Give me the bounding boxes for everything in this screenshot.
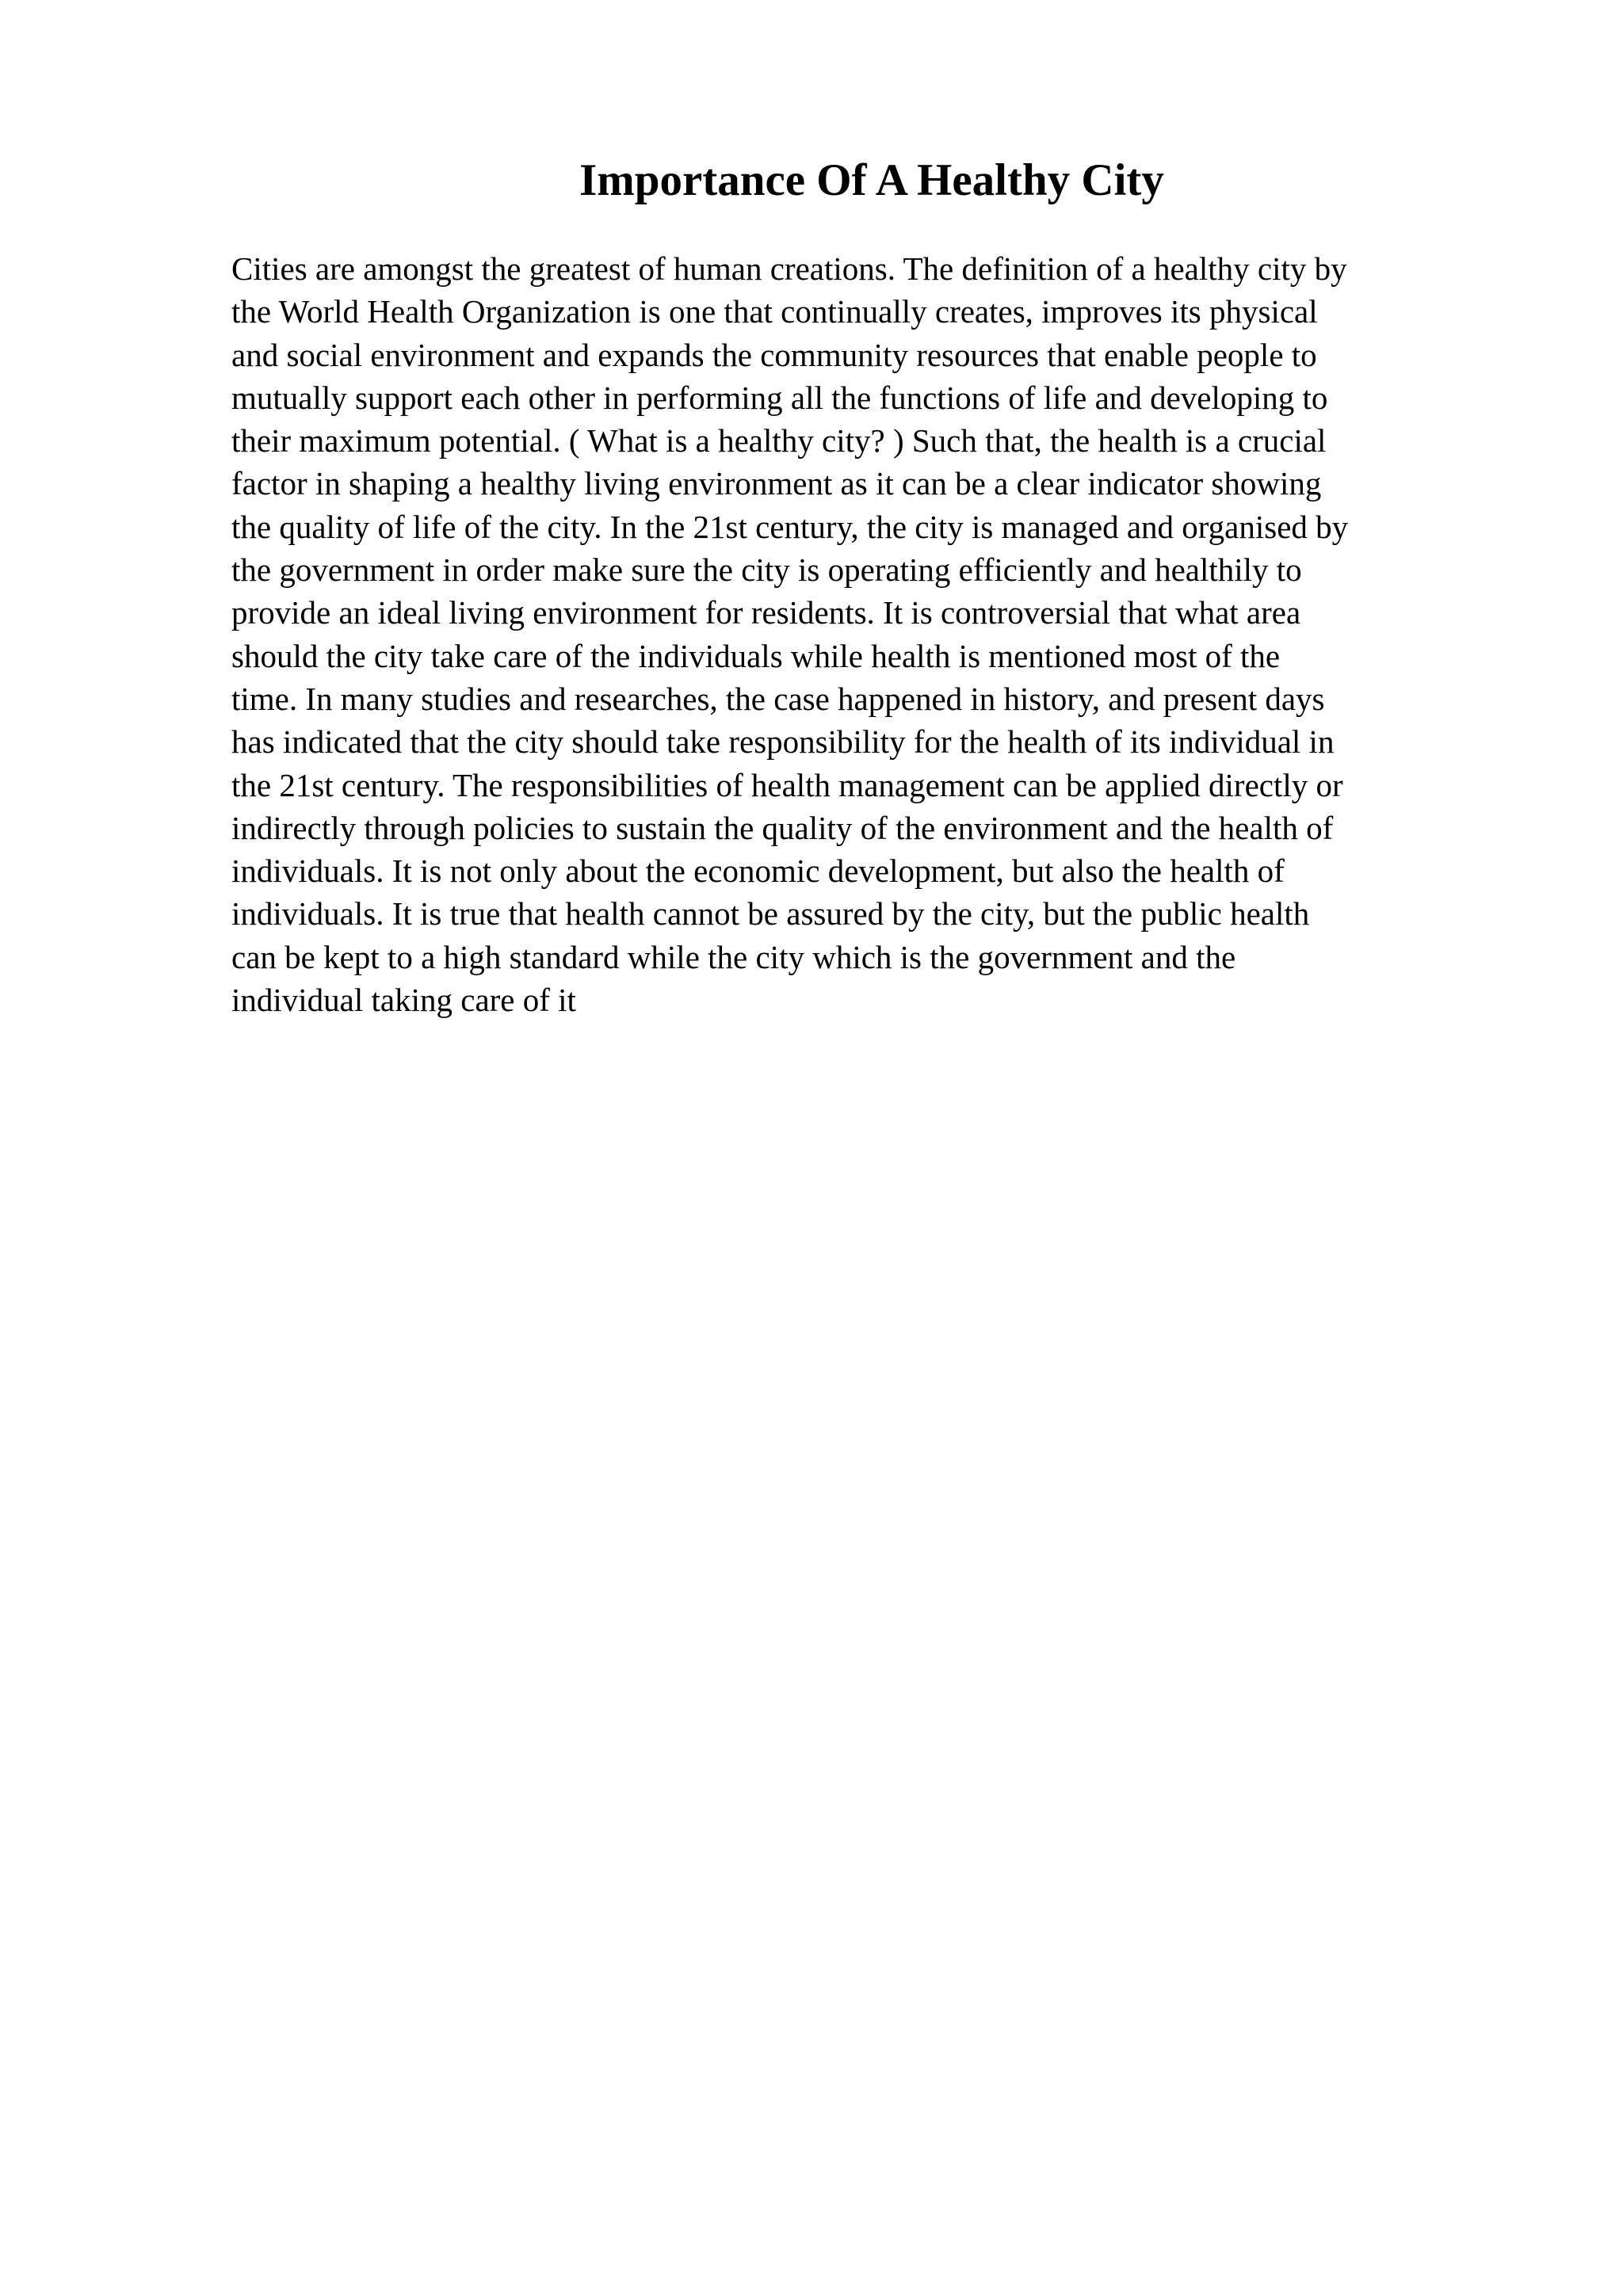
- body-line: the government in order make sure the city is operating efficiently and healthily to: [231, 551, 1302, 589]
- body-line: factor in shaping a healthy living environment as it can be a clear indicator showing: [231, 465, 1322, 502]
- body-line: the 21st century. The responsibilities of health management can be applied directly or: [231, 766, 1343, 803]
- body-line: individual taking care of it: [231, 982, 576, 1019]
- body-line: their maximum potential. ( What is a healthy city? ) Such that, the health is a crucial: [231, 422, 1327, 460]
- body-line: mutually support each other in performing all the functions of life and developing to: [231, 379, 1328, 416]
- body-line: can be kept to a high standard while the city which is the government and the: [231, 938, 1236, 975]
- body-line: provide an ideal living environment for residents. It is controversial that what area: [231, 594, 1301, 631]
- body-line: should the city take care of the individuals while health is mentioned most of the: [231, 637, 1281, 674]
- document-body: [231, 247, 1519, 1021]
- body-line: has indicated that the city should take responsibility for the health of its individual in: [231, 723, 1335, 761]
- body-line: time. In many studies and researches, the case happened in history, and present days: [231, 680, 1325, 717]
- body-line: the quality of life of the city. In the 21st century, the city is managed and organised by: [231, 508, 1349, 545]
- document-title: Importance Of A Healthy City: [579, 155, 1164, 205]
- body-line: Cities are amongst the greatest of human creations. The definition of a healthy city by: [231, 250, 1347, 287]
- body-line: indirectly through policies to sustain the quality of the environment and the health of: [231, 809, 1334, 846]
- body-line: the World Health Organization is one that continually creates, improves its physical: [231, 293, 1318, 330]
- body-line: and social environment and expands the community resources that enable people to: [231, 336, 1317, 373]
- body-line: individuals. It is not only about the economic development, but also the health of: [231, 852, 1285, 890]
- body-line: individuals. It is true that health cannot be assured by the city, but the public health: [231, 895, 1310, 933]
